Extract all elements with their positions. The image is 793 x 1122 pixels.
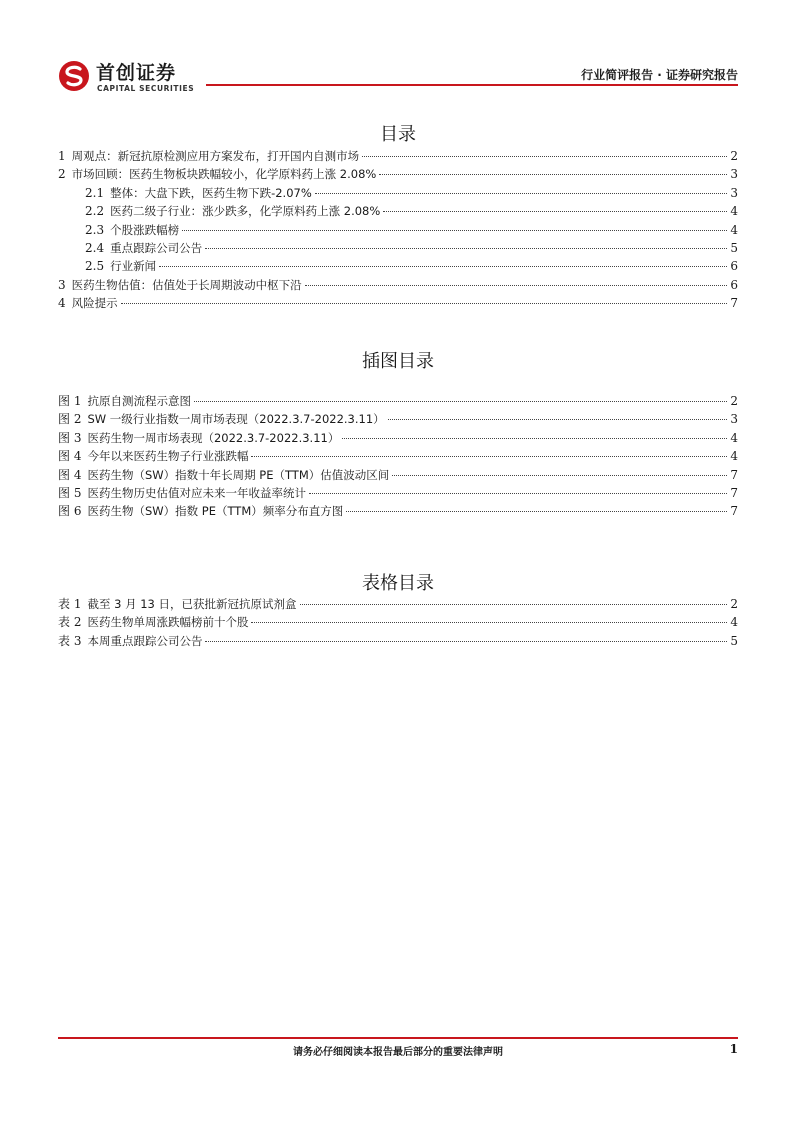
entry-title: 整体：大盘下跌，医药生物下跌-2.07% — [110, 185, 312, 200]
brand-name-cn: 首创证券 — [96, 62, 177, 84]
figure-entry[interactable] — [58, 466, 738, 484]
toc-entry[interactable] — [58, 240, 738, 258]
entry-title: 抗原自测流程示意图 — [87, 394, 191, 408]
dot-leader — [182, 230, 727, 231]
entry-title: 医药二级子行业：涨少跌多，化学原料药上涨 2.08% — [110, 204, 381, 219]
entry-number: 3 — [58, 277, 66, 292]
figure-entry[interactable] — [58, 429, 738, 447]
toc-entry[interactable] — [58, 295, 738, 313]
table-entry[interactable] — [58, 613, 738, 631]
entry-page: 5 — [730, 240, 738, 255]
toc-entry[interactable] — [58, 148, 738, 166]
entry-page: 2 — [730, 149, 738, 163]
entry-page: 7 — [730, 467, 738, 482]
page-number: 1 — [729, 1042, 738, 1056]
entry-title: SW 一级行业指数一周市场表现（2022.3.7-2022.3.11） — [87, 412, 385, 427]
dot-leader — [346, 511, 727, 512]
dot-leader — [121, 303, 728, 304]
entry-page: 3 — [730, 167, 738, 182]
entry-title: 医药生物估值：估值处于长周期波动中枢下沿 — [71, 277, 302, 292]
dot-leader — [315, 193, 728, 194]
entry-page: 2 — [730, 394, 738, 408]
toc-entry[interactable] — [58, 185, 738, 203]
capital-securities-logo-icon — [58, 60, 90, 92]
entry-page: 2 — [730, 597, 738, 611]
dot-leader — [362, 156, 727, 157]
entry-number: 2.3 — [85, 222, 105, 237]
entry-number: 2.1 — [85, 185, 105, 200]
entry-number: 图 6 — [58, 504, 82, 519]
entry-page: 4 — [730, 430, 738, 445]
tables-list — [58, 595, 738, 650]
entry-title: 本周重点跟踪公司公告 — [87, 633, 203, 648]
toc-title: 目录 — [380, 124, 416, 145]
entry-number: 图 4 — [58, 449, 82, 464]
entry-page: 4 — [730, 449, 738, 464]
dot-leader — [342, 438, 727, 439]
brand-logo — [58, 58, 218, 94]
entry-number: 4 — [58, 296, 66, 311]
dot-leader — [300, 604, 728, 605]
figure-entry[interactable] — [58, 392, 738, 410]
entry-page: 6 — [730, 277, 738, 292]
entry-number: 1 — [58, 149, 66, 163]
toc-entry[interactable] — [58, 258, 738, 276]
entry-title: 周观点：新冠抗原检测应用方案发布，打开国内自测市场 — [71, 149, 360, 163]
dot-leader — [251, 622, 727, 623]
entry-title: 医药生物一周市场表现（2022.3.7-2022.3.11） — [87, 430, 340, 445]
entry-page: 5 — [730, 633, 738, 648]
entry-title: 市场回顾：医药生物板块跌幅较小，化学原料药上涨 2.08% — [71, 167, 377, 182]
toc-entry[interactable] — [58, 222, 738, 240]
figure-entry[interactable] — [58, 484, 738, 502]
entry-title: 今年以来医药生物子行业涨跌幅 — [87, 449, 249, 464]
entry-page: 7 — [730, 504, 738, 519]
brand-name-en: CAPITAL SECURITIES — [97, 84, 195, 93]
entry-number: 2.5 — [85, 259, 105, 274]
dot-leader — [309, 493, 727, 494]
header-rule — [206, 84, 738, 86]
dot-leader — [383, 211, 727, 212]
entry-title: 医药生物单周涨跌幅榜前十个股 — [87, 615, 249, 630]
figure-entry[interactable] — [58, 502, 738, 520]
entry-number: 2.4 — [85, 240, 105, 255]
dot-leader — [205, 641, 727, 642]
entry-title: 行业新闻 — [110, 259, 157, 274]
footer-disclaimer: 请务必仔细阅读本报告最后部分的重要法律声明 — [293, 1047, 503, 1058]
page-header — [58, 54, 738, 94]
figures-title: 插图目录 — [362, 351, 434, 372]
dot-leader — [159, 266, 727, 267]
entry-page: 4 — [730, 615, 738, 630]
entry-page: 3 — [730, 412, 738, 427]
dot-leader — [305, 285, 728, 286]
dot-leader — [205, 248, 727, 249]
entry-title: 医药生物（SW）指数十年长周期 PE（TTM）估值波动区间 — [87, 467, 390, 482]
entry-title: 风险提示 — [71, 296, 118, 311]
dot-leader — [388, 419, 728, 420]
figures-list — [58, 392, 738, 521]
entry-number: 图 5 — [58, 485, 82, 500]
dot-leader — [251, 456, 727, 457]
table-entry[interactable] — [58, 632, 738, 650]
entry-number: 表 3 — [58, 633, 82, 648]
report-type: 行业简评报告 · 证券研究报告 — [581, 68, 738, 82]
entry-page: 3 — [730, 185, 738, 200]
toc-entry[interactable] — [58, 277, 738, 295]
entry-number: 图 2 — [58, 412, 82, 427]
entry-title: 重点跟踪公司公告 — [110, 240, 203, 255]
entry-number: 图 3 — [58, 430, 82, 445]
figure-entry[interactable] — [58, 447, 738, 465]
entry-title: 个股涨跌幅榜 — [110, 222, 180, 237]
figure-entry[interactable] — [58, 410, 738, 428]
entry-page: 7 — [730, 296, 738, 311]
dot-leader — [194, 401, 727, 402]
toc-entry[interactable] — [58, 166, 738, 184]
toc-entry[interactable] — [58, 203, 738, 221]
dot-leader — [392, 475, 727, 476]
dot-leader — [379, 174, 727, 175]
tables-title: 表格目录 — [362, 573, 434, 594]
entry-title: 截至 3 月 13 日，已获批新冠抗原试剂盒 — [87, 597, 297, 611]
entry-number: 图 1 — [58, 394, 82, 408]
entry-number: 2 — [58, 167, 66, 182]
entry-number: 图 4 — [58, 467, 82, 482]
entry-number: 表 1 — [58, 597, 82, 611]
entry-number: 2.2 — [85, 204, 105, 219]
entry-number: 表 2 — [58, 615, 82, 630]
toc-list — [58, 148, 738, 314]
entry-page: 6 — [730, 259, 738, 274]
entry-title: 医药生物（SW）指数 PE（TTM）频率分布直方图 — [87, 504, 344, 519]
entry-page: 4 — [730, 204, 738, 219]
entry-page: 4 — [730, 222, 738, 237]
entry-page: 7 — [730, 485, 738, 500]
footer-rule — [58, 1037, 738, 1039]
entry-title: 医药生物历史估值对应未来一年收益率统计 — [87, 485, 306, 500]
table-entry[interactable] — [58, 595, 738, 613]
